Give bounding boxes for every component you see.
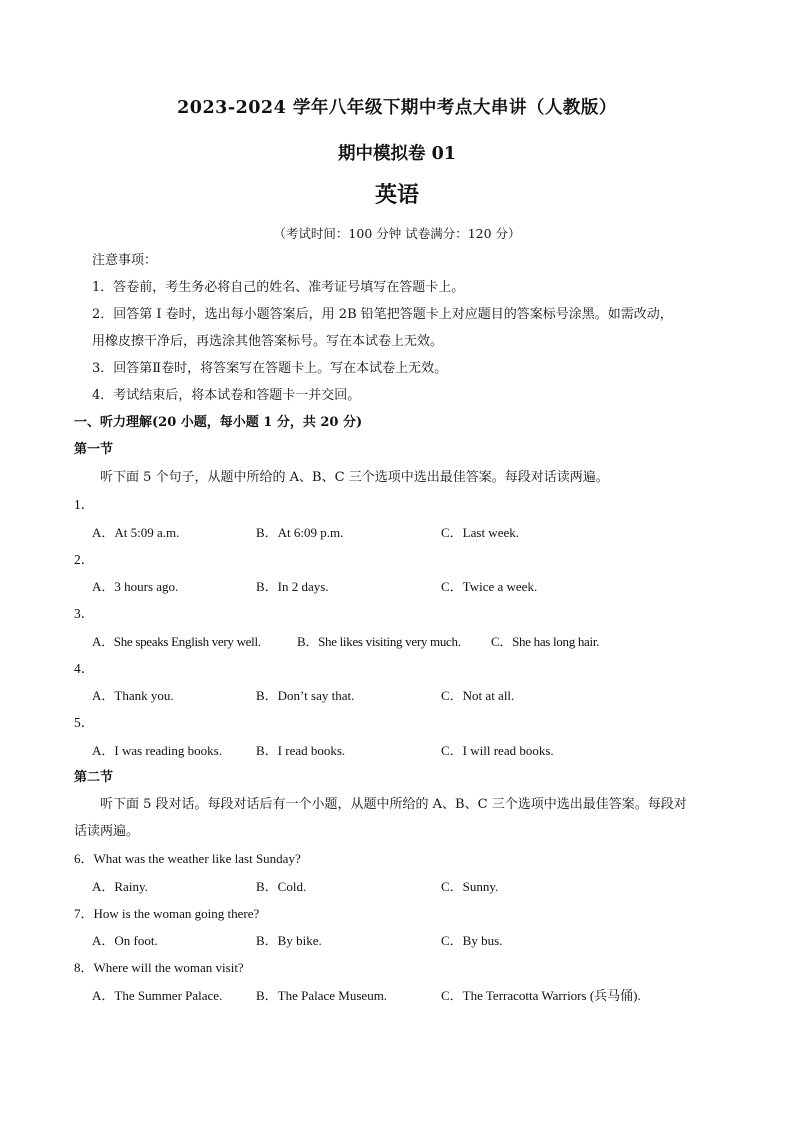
exam-info: （考试时间：100 分钟 试卷满分：120 分） [273, 226, 521, 241]
option-a: A．Thank you. [92, 688, 174, 703]
subject-title: 英语 [374, 182, 419, 208]
question-number: 1． [74, 497, 95, 512]
part-instruction: 听下面 5 段对话。每段对话后有一个小题，从题中所给的 A、B、C 三个选项中选出最佳答案。每段对 [100, 797, 687, 812]
option-a: A．I was reading books. [92, 743, 222, 758]
option-a: A．She speaks English very well. [92, 634, 261, 649]
exam-subtitle: 期中模拟卷 01 [338, 144, 456, 164]
option-b: B．I read books. [256, 743, 346, 758]
question-text: What was the weather like last Sunday? [93, 851, 301, 866]
option-b: B．By bike. [256, 933, 322, 948]
option-a: A．At 5:09 a.m. [92, 525, 180, 540]
note-item: 1．答卷前，考生务必将自己的姓名、准考证号填写在答题卡上。 [92, 280, 465, 295]
note-item: 4．考试结束后，将本试卷和答题卡一并交回。 [92, 388, 361, 403]
question-text: How is the woman going there? [93, 906, 260, 921]
option-c: C．Twice a week. [441, 579, 538, 594]
notes-heading: 注意事项： [92, 253, 158, 268]
option-c: C．Last week. [441, 525, 519, 540]
option-c: C．I will read books. [441, 743, 554, 758]
question-number: 5． [74, 715, 95, 730]
option-c: C．The Terracotta Warriors (兵马俑). [441, 988, 641, 1003]
option-c: C．She has long hair. [491, 634, 600, 649]
option-a: A．The Summer Palace. [92, 988, 223, 1003]
question-text: Where will the woman visit? [93, 960, 244, 975]
option-b: B．In 2 days. [256, 579, 329, 594]
part-heading: 第二节 [74, 770, 114, 785]
question-number: 7． [74, 906, 94, 921]
option-b: B．The Palace Museum. [256, 988, 388, 1003]
section-heading: 一、听力理解(20 小题，每小题 1 分，共 20 分) [74, 415, 363, 430]
note-item: 2．回答第 I 卷时，选出每小题答案后，用 2B 铅笔把答题卡上对应题目的答案标号涂黑。如需改动， [92, 307, 673, 322]
note-item: 3．回答第Ⅱ卷时，将答案写在答题卡上。写在本试卷上无效。 [92, 361, 448, 376]
option-b: B．Cold. [256, 879, 307, 894]
question-number: 3． [74, 606, 95, 621]
option-c: C．Not at all. [441, 688, 515, 703]
part-instruction: 话读两遍。 [74, 824, 140, 839]
part-instruction: 听下面 5 个句子，从题中所给的 A、B、C 三个选项中选出最佳答案。每段对话读两遍。 [100, 470, 609, 485]
option-a: A．On foot. [92, 933, 158, 948]
question-stem [74, 958, 244, 978]
option-a: A．Rainy. [92, 879, 148, 894]
question-stem [74, 904, 259, 924]
option-b: B．Don’t say that. [256, 688, 355, 703]
option-b: B．At 6:09 p.m. [256, 525, 344, 540]
question-number: 4． [74, 661, 95, 676]
question-number: 6． [74, 851, 94, 866]
option-c: C．Sunny. [441, 879, 499, 894]
question-stem [74, 849, 301, 869]
note-item: 用橡皮擦干净后，再选涂其他答案标号。写在本试卷上无效。 [92, 334, 444, 349]
option-c: C．By bus. [441, 933, 503, 948]
option-b: B．She likes visiting very much. [297, 634, 461, 649]
question-number: 2． [74, 552, 95, 567]
exam-title: 2023-2024 学年八年级下期中考点大串讲（人教版） [177, 98, 617, 118]
question-number: 8． [74, 960, 94, 975]
option-a: A．3 hours ago. [92, 579, 179, 594]
part-heading: 第一节 [74, 442, 114, 457]
